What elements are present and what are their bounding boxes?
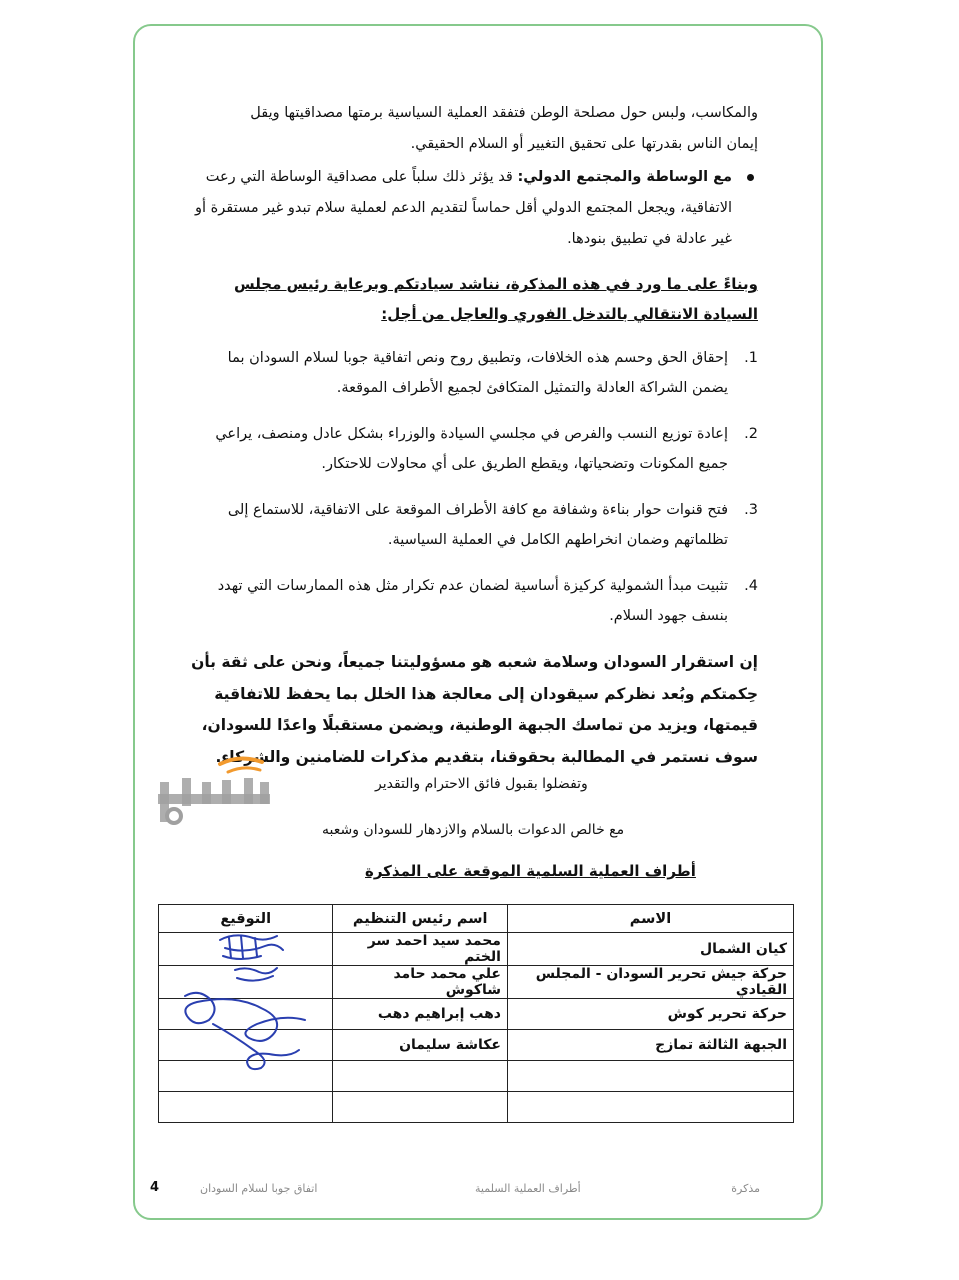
column-header-signature: التوقيع [159,905,333,933]
page-footer [150,1182,760,1202]
cell-name: الجبهة الثالثة تمازج [507,1030,793,1061]
footer-right-text: مذكرة [731,1182,760,1195]
document-body [188,98,758,773]
cell-name: حركة تحرير كوش [507,999,793,1030]
footer-center-text: أطراف العملية السلمية [475,1182,581,1195]
bullet-lead: مع الوساطة والمجتمع الدولي: [517,169,732,185]
wishes-line: مع خالص الدعوات بالسلام والازدهار للسودان وشعبه [322,822,625,838]
bullet-text: قد يؤثر ذلك سلباً على مصداقية الوساطة التي رعت الاتفاقية، ويجعل المجتمع الدولي أقل حماساً لتقديم الدعم لعملية سلام تبدو غير مستقرة أو غير عادلة في تطبيق بنودها. [195,169,732,247]
table-row [159,1092,794,1123]
bullet-item [188,162,758,255]
table-row [159,1061,794,1092]
list-item [188,571,758,631]
list-text: إحقاق الحق وحسم هذه الخلافات، وتطبيق روح ونص اتفاقية جوبا لسلام السودان بما يضمن الشراكة العادلة والتمثيل المتكافئ لجميع الأطراف الموقعة. [227,350,728,396]
regards-line: وتفضلوا بقبول فائق الاحترام والتقدير [375,776,588,792]
list-number: 3. [744,502,758,518]
list-number: 1. [744,350,758,366]
cell-name [507,1092,793,1123]
cell-signature [159,966,333,999]
demands-list [188,343,758,631]
cell-leader [333,1092,508,1123]
list-number: 2. [744,426,758,442]
list-text: إعادة توزيع النسب والفرص في مجلسي السيادة والوزراء بشكل عادل ومنصف، يراعي جميع المكونات وتضحياتها، ويقطع الطريق على أي محاولات للاحتكار. [215,426,728,472]
list-item [188,495,758,555]
signatories-table [158,904,794,1123]
intro-paragraph [218,98,758,160]
column-header-name: الاسم [507,905,793,933]
cell-name [507,1061,793,1092]
list-text: فتح قنوات حوار بناءة وشفافة مع كافة الأطراف الموقعة على الاتفاقية، للاستماع إلى تظلماتهم وضمان انخراطهم الكامل في العملية السياسية. [227,502,728,548]
cell-signature [159,933,333,966]
table-row [159,1030,794,1061]
table-row [159,999,794,1030]
table-row [159,966,794,999]
cell-leader: علي محمد حامد شاكوش [333,966,508,999]
watermark-logo [150,752,280,832]
cell-name: حركة جيش تحرير السودان - المجلس القيادي [507,966,793,999]
cell-leader: محمد سيد احمد سر الختم [333,933,508,966]
intro-line-2: الناس بقدرتها على تحقيق التغيير أو السلام الحقيقي. [410,136,722,152]
cell-name: كيان الشمال [507,933,793,966]
cell-leader: عكاشة سليمان [333,1030,508,1061]
page-number: 4 [150,1180,160,1195]
appeal-heading: وبناءً على ما ورد في هذه المذكرة، نناشد سيادتكم وبرعاية رئيس مجلس السيادة الانتقالي بالتدخل الفوري والعاجل من أجل: [233,275,758,323]
cell-signature [159,999,333,1030]
footer-left-text: اتفاق جوبا لسلام السودان [200,1182,318,1195]
cell-signature [159,1030,333,1061]
cell-leader: دهب إبراهيم دهب [333,999,508,1030]
closing-paragraph: إن استقرار السودان وسلامة شعبه هو مسؤوليتنا جميعاً، ونحن على ثقة بأن حِكمتكم وبُعد نظركم سيقودان إلى معالجة هذا الخلل بما يحفظ للاتفاقية قيمتها، ويزيد من تماسك الجبهة الوطنية، ويضمن مستقبلًا واعدًا للسودان، سوف نستمر في المطالبة بحقوقنا، بتقديم مذكرات للضامنين والشركاء. [191,653,758,766]
cell-leader [333,1061,508,1092]
bullet-icon [747,174,754,181]
table-row [159,933,794,966]
list-number: 4. [744,578,758,594]
list-item [188,419,758,479]
table-header-row [159,905,794,933]
list-text: تثبيت مبدأ الشمولية كركيزة أساسية لضمان عدم تكرار مثل هذه الممارسات التي تهدد بنسف جهود السلام. [217,578,728,624]
cell-signature [159,1092,333,1123]
column-header-leader: اسم رئيس التنظيم [333,905,508,933]
signatories-table-title: أطراف العملية السلمية الموقعة على المذكرة [365,862,696,880]
intro-line-1: والمكاسب، ولبس حول مصلحة الوطن فتفقد العملية السياسية برمتها مصداقيتها ويقل إيمان [250,105,758,152]
list-item [188,343,758,403]
cell-signature [159,1061,333,1092]
